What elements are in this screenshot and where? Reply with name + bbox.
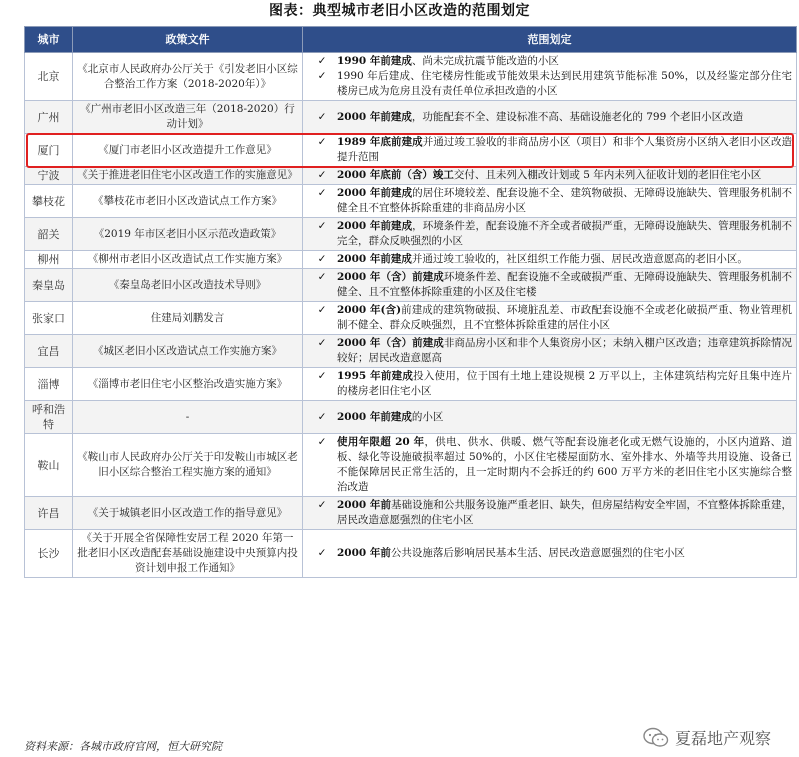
check-icon: ✓ xyxy=(317,220,327,232)
policy-doc-cell: 《城区老旧小区改造试点工作实施方案》 xyxy=(73,335,303,368)
policy-doc-cell: 《柳州市老旧小区改造试点工作实施方案》 xyxy=(73,251,303,269)
figure-title: 图表：典型城市老旧小区改造的范围划定 xyxy=(269,3,530,19)
scope-cell xyxy=(303,251,797,269)
scope-detail: 交付、且未列入棚改计划或 5 年内未列入征收计划的老旧住宅小区 xyxy=(453,169,762,181)
policy-doc-cell: 《关于城镇老旧小区改造工作的指导意见》 xyxy=(73,497,303,530)
scope-detail: ，环境条件差，配套设施不齐全或者破损严重，无障碍设施缺失、管理服务机制不完全，群众反映强烈的小区 xyxy=(337,220,793,247)
header-city: 城市 xyxy=(25,27,73,53)
scope-item xyxy=(307,110,792,125)
policy-doc-cell: 《秦皇岛老旧小区改造技术导则》 xyxy=(73,269,303,302)
table-row xyxy=(25,218,797,251)
scope-cell xyxy=(303,218,797,251)
check-icon: ✓ xyxy=(317,187,327,199)
scope-item xyxy=(307,369,792,399)
scope-item xyxy=(307,410,792,425)
check-icon: ✓ xyxy=(317,70,327,82)
scope-cell xyxy=(303,101,797,134)
scope-key-phrase: 2000 年前 xyxy=(337,499,392,511)
scope-key-phrase: 使用年限超 20 年 xyxy=(337,436,425,448)
scope-cell xyxy=(303,497,797,530)
table-row xyxy=(25,530,797,578)
check-icon: ✓ xyxy=(317,136,327,148)
city-cell: 许昌 xyxy=(25,497,73,530)
wechat-icon xyxy=(643,727,669,749)
city-cell: 秦皇岛 xyxy=(25,269,73,302)
scope-detail: 公共设施落后影响居民基本生活、居民改造意愿强烈的住宅小区 xyxy=(390,547,685,559)
scope-item xyxy=(307,219,792,249)
check-icon: ✓ xyxy=(317,436,327,448)
source-note: 资料来源：各城市政府官网，恒大研究院 xyxy=(24,740,222,753)
scope-text xyxy=(337,435,792,495)
scope-item xyxy=(307,252,792,267)
check-icon: ✓ xyxy=(317,499,327,511)
policy-doc-cell: 《鞍山市人民政府办公厅关于印发鞍山市城区老旧小区综合整治工程实施方案的通知》 xyxy=(73,434,303,497)
table-body xyxy=(25,53,797,578)
table-row xyxy=(25,167,797,185)
scope-detail: 并通过竣工验收的非商品房小区（项目）和非个人集资房小区纳入老旧小区改造提升范围 xyxy=(337,136,792,163)
scope-item xyxy=(307,168,792,183)
city-cell: 厦门 xyxy=(25,134,73,167)
scope-detail: 非商品房小区和非个人集资房小区；未纳入棚户区改造；违章建筑拆除情况较好；居民改造意愿高 xyxy=(337,337,792,364)
policy-doc-cell: 《厦门市老旧小区改造提升工作意见》 xyxy=(73,134,303,167)
city-cell: 宜昌 xyxy=(25,335,73,368)
table-header-row xyxy=(25,27,797,53)
city-cell: 张家口 xyxy=(25,302,73,335)
policy-doc-cell: 《北京市人民政府办公厅关于《引发老旧小区综合整治工作方案（2018-2020年）》 xyxy=(73,53,303,101)
scope-text xyxy=(337,135,792,165)
scope-item xyxy=(307,435,792,495)
scope-item xyxy=(307,336,792,366)
scope-cell xyxy=(303,134,797,167)
scope-text xyxy=(337,369,792,399)
table-row xyxy=(25,368,797,401)
check-icon: ✓ xyxy=(317,55,327,67)
check-icon: ✓ xyxy=(317,169,327,181)
scope-cell xyxy=(303,269,797,302)
scope-cell xyxy=(303,401,797,434)
scope-detail: 前建成的建筑物破损、环境脏乱差、市政配套设施不全或老化破损严重、物业管理机制不健全、群众反映强烈，且不宜整体拆除重建的居住小区 xyxy=(337,304,792,331)
check-icon: ✓ xyxy=(317,110,327,123)
scope-detail: 基础设施和公共服务设施严重老旧、缺失，但房屋结构安全牢固，不宜整体拆除重建，居民改造意愿强烈的住宅小区 xyxy=(337,499,792,526)
scope-key-phrase: 2000 年（含）前建成 xyxy=(337,271,444,283)
city-cell: 呼和浩特 xyxy=(25,401,73,434)
scope-cell xyxy=(303,335,797,368)
scope-item xyxy=(307,69,792,99)
scope-key-phrase: 2000 年（含）前建成 xyxy=(337,337,444,349)
city-cell: 攀枝花 xyxy=(25,185,73,218)
check-icon: ✓ xyxy=(317,271,327,283)
scope-item xyxy=(307,270,792,300)
table-row xyxy=(25,302,797,335)
city-cell: 韶关 xyxy=(25,218,73,251)
check-icon: ✓ xyxy=(317,547,327,559)
city-cell: 北京 xyxy=(25,53,73,101)
policy-doc-cell: 《关于推进老旧住宅小区改造工作的实施意见》 xyxy=(73,167,303,185)
city-cell: 广州 xyxy=(25,101,73,134)
scope-item xyxy=(307,135,792,165)
scope-text xyxy=(337,219,792,249)
table-row xyxy=(25,434,797,497)
policy-doc-cell: 《关于开展全省保障性安居工程 2020 年第一批老旧小区改造配套基础设施建设中央预算内投资计划申报工作通知》 xyxy=(73,530,303,578)
city-cell: 宁波 xyxy=(25,167,73,185)
scope-key-phrase: 1995 年前建成 xyxy=(337,370,414,382)
table-row xyxy=(25,134,797,167)
scope-item xyxy=(307,546,792,561)
scope-detail: 的居住环境较差、配套设施不全、建筑物破损、无障碍设施缺失、管理服务机制不健全且不宜整体拆除重建的非商品房小区 xyxy=(337,187,793,214)
scope-cell xyxy=(303,530,797,578)
policy-doc-cell: 住建局刘鹏发言 xyxy=(73,302,303,335)
scope-cell xyxy=(303,185,797,218)
policy-doc-cell: 《淄博市老旧住宅小区整治改造实施方案》 xyxy=(73,368,303,401)
scope-detail: 、尚未完成抗震节能改造的小区 xyxy=(411,55,559,67)
scope-text xyxy=(337,252,792,267)
policy-doc-cell: 《攀枝花市老旧小区改造试点工作方案》 xyxy=(73,185,303,218)
scope-cell xyxy=(303,368,797,401)
scope-text xyxy=(337,498,792,528)
policy-doc-cell: 《广州市老旧小区改造三年（2018-2020）行动计划》 xyxy=(73,101,303,134)
watermark-text: 夏磊地产观察 xyxy=(674,729,771,748)
city-cell: 长沙 xyxy=(25,530,73,578)
scope-key-phrase: 2000 年底前（含）竣工 xyxy=(337,169,454,181)
scope-text xyxy=(337,186,792,216)
scope-item xyxy=(307,186,792,216)
table-row xyxy=(25,335,797,368)
scope-text xyxy=(337,336,792,366)
city-cell: 鞍山 xyxy=(25,434,73,497)
scope-key-phrase: 1989 年底前建成 xyxy=(337,136,423,148)
scope-cell xyxy=(303,434,797,497)
policy-doc-cell: 《2019 年市区老旧小区示范改造政策》 xyxy=(73,218,303,251)
header-scope: 范围划定 xyxy=(303,27,797,53)
table-row xyxy=(25,101,797,134)
table-row xyxy=(25,53,797,101)
scope-item xyxy=(307,54,792,69)
scope-key-phrase: 2000 年(含) xyxy=(337,304,402,316)
check-icon: ✓ xyxy=(317,370,327,382)
check-icon: ✓ xyxy=(317,253,327,265)
scope-detail: 的小区 xyxy=(411,410,444,423)
table-row xyxy=(25,401,797,434)
policy-table xyxy=(24,26,797,578)
scope-text xyxy=(337,546,792,561)
header-policy-doc: 政策文件 xyxy=(73,27,303,53)
scope-text xyxy=(337,110,792,125)
scope-detail: 投入使用，位于国有土地上建设规模 2 万平以上，主体建筑结构完好且集中连片的楼房老旧住宅小区 xyxy=(337,370,792,397)
scope-cell xyxy=(303,302,797,335)
table-row xyxy=(25,269,797,302)
scope-key-phrase: 2000 年前建成 xyxy=(337,410,412,423)
scope-detail: 并通过竣工验收的，社区组织工作能力强、居民改造意愿高的老旧小区。 xyxy=(411,253,748,265)
scope-detail: 环境条件差、配套设施不全或破损严重、无障碍设施缺失、管理服务机制不健全、且不宜整体拆除重建的小区及住宅楼 xyxy=(337,271,792,298)
scope-key-phrase: 2000 年前建成 xyxy=(337,220,413,232)
watermark xyxy=(643,726,771,749)
check-icon: ✓ xyxy=(317,410,327,423)
scope-text xyxy=(337,54,792,69)
table-row xyxy=(25,497,797,530)
scope-cell xyxy=(303,53,797,101)
scope-key-phrase: 2000 年前建成 xyxy=(337,187,413,199)
scope-text xyxy=(337,69,792,99)
scope-text xyxy=(337,270,792,300)
scope-detail: 1990 年后建成、住宅楼房性能或节能效果未达到民用建筑节能标准 50%，以及经鉴定部分住宅楼房已成为危房且没有责任单位承担改造的小区 xyxy=(337,70,792,97)
check-icon: ✓ xyxy=(317,337,327,349)
scope-detail: ，功能配套不全、建设标准不高、基础设施老化的 799 个老旧小区改造 xyxy=(411,110,744,123)
scope-item xyxy=(307,303,792,333)
scope-key-phrase: 2000 年前 xyxy=(337,547,391,559)
city-cell: 柳州 xyxy=(25,251,73,269)
scope-item xyxy=(307,498,792,528)
scope-text xyxy=(337,168,792,183)
table-row xyxy=(25,185,797,218)
table-row xyxy=(25,251,797,269)
check-icon: ✓ xyxy=(317,304,327,316)
scope-cell xyxy=(303,167,797,185)
scope-detail: ，供电、供水、供暖、燃气等配套设施老化或无燃气设施的，小区内道路、道板、绿化等设施破损率超过 50%的，小区住宅楼屋面防水、室外排水、外墙等共用设施、设备已不能保障居民正常生活的，且一定时期内不会拆迁的约 600 万平方米的老旧住宅小区实施综合整治改造 xyxy=(337,436,792,493)
scope-key-phrase: 1990 年前建成 xyxy=(337,55,412,67)
scope-text xyxy=(337,303,792,333)
scope-key-phrase: 2000 年前建成 xyxy=(337,110,412,123)
policy-doc-cell: - xyxy=(73,401,303,434)
scope-key-phrase: 2000 年前建成 xyxy=(337,253,412,265)
scope-text xyxy=(337,410,792,425)
city-cell: 淄博 xyxy=(25,368,73,401)
